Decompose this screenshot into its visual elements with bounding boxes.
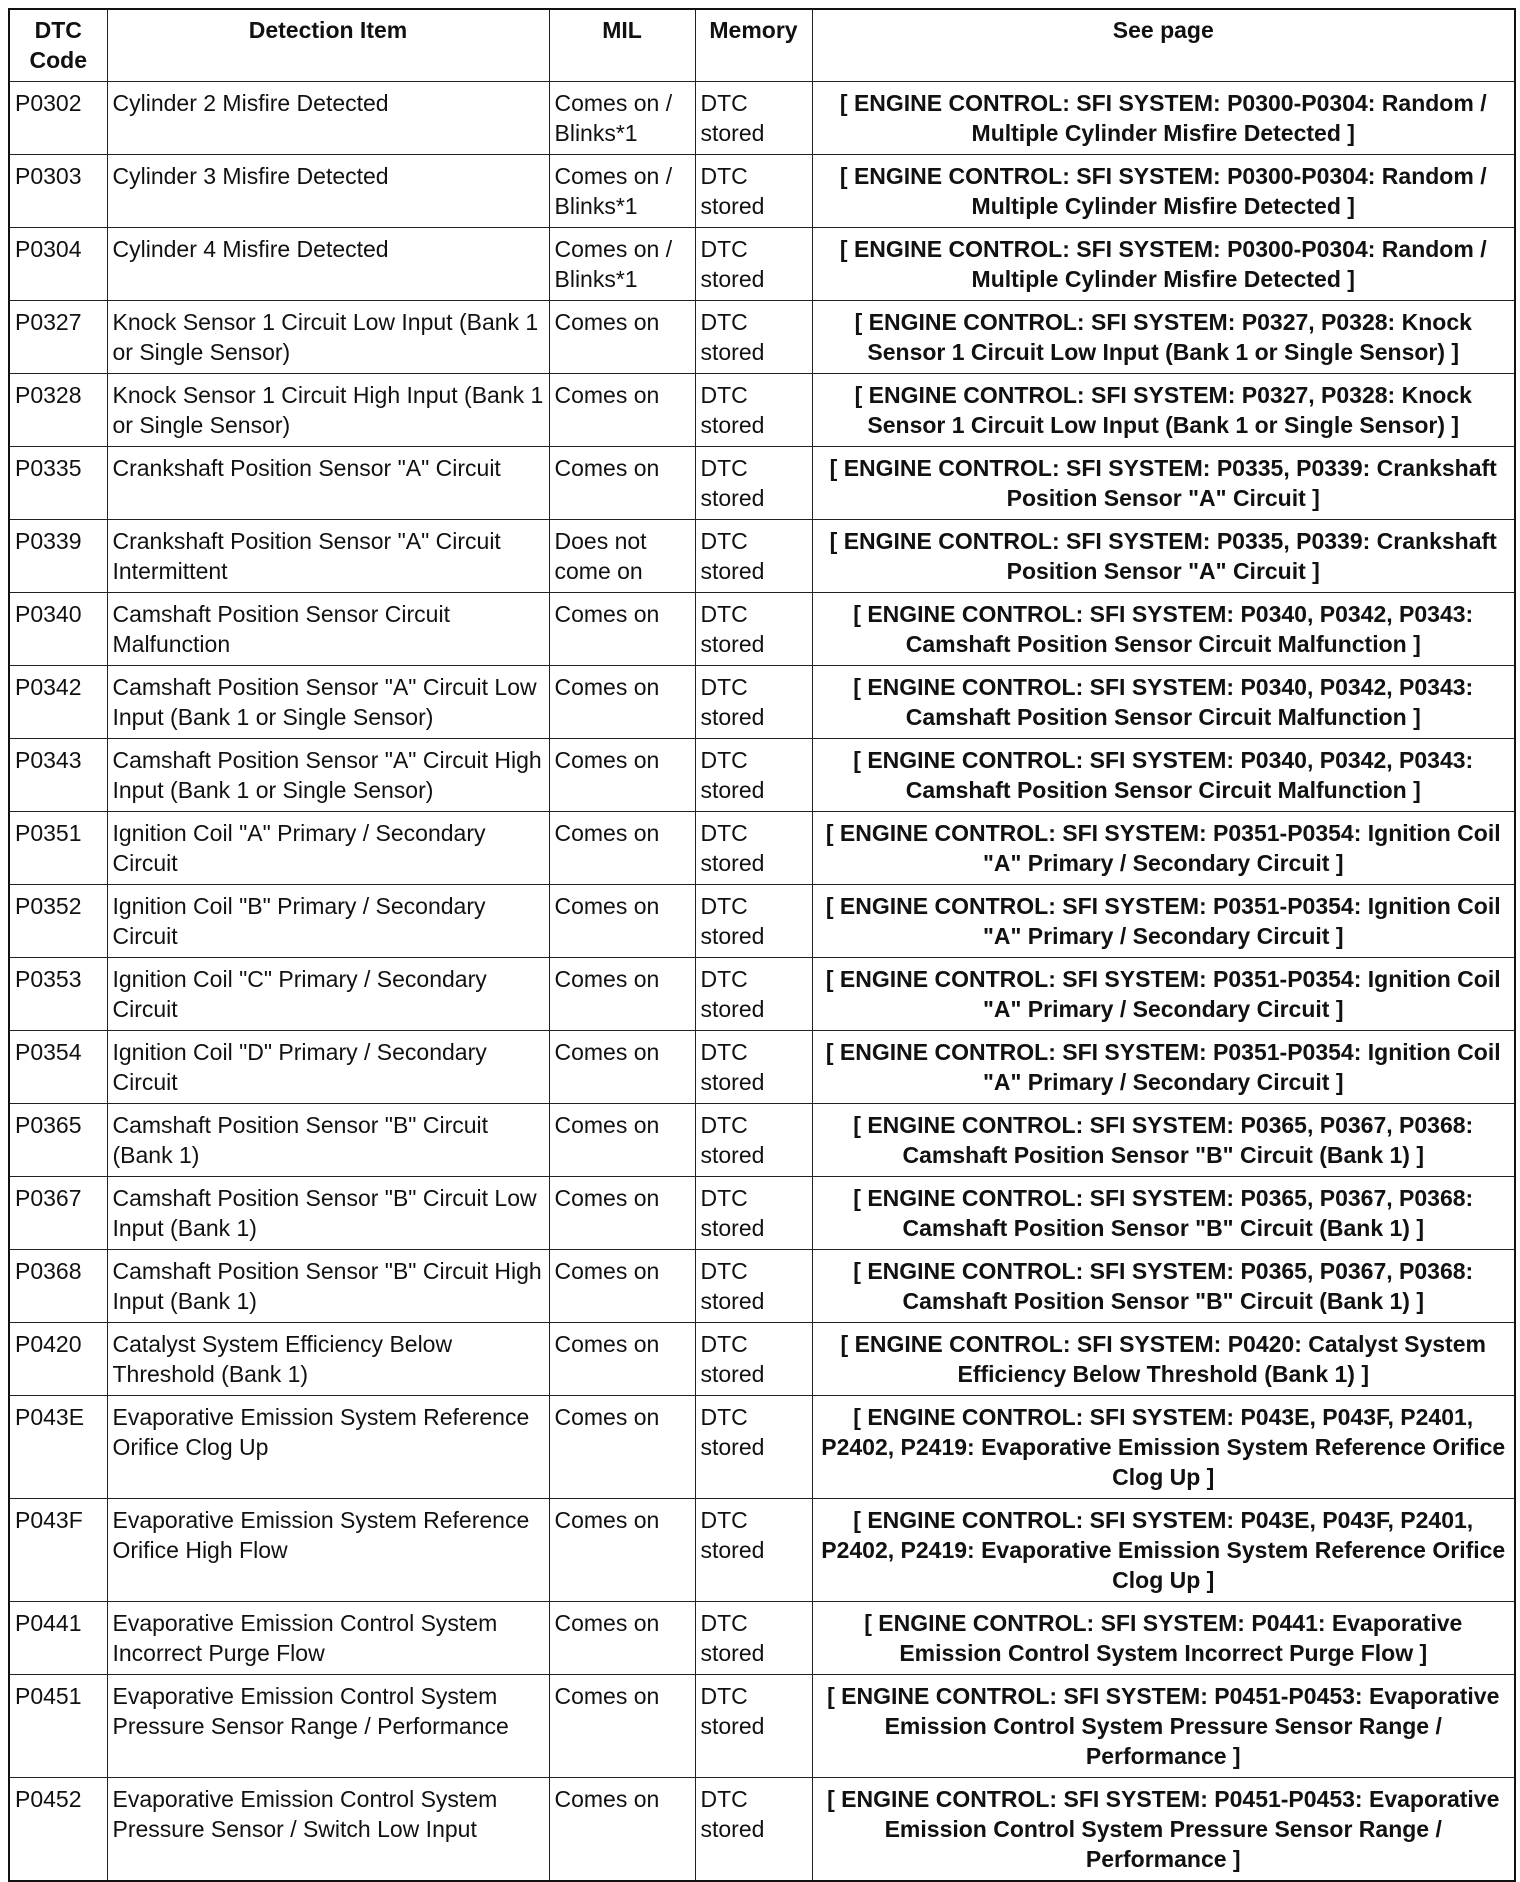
mil-cell xyxy=(549,1104,695,1177)
memory-line-1: DTC xyxy=(700,1507,748,1533)
detection-item-cell: Evaporative Emission Control System Pressure Sensor Range / Performance xyxy=(107,1675,549,1778)
dtc-code-cell: P0352 xyxy=(9,885,107,958)
memory-line-1: DTC xyxy=(700,747,748,773)
mil-line-1: Comes on xyxy=(554,309,660,335)
header-memory: Memory xyxy=(695,9,812,82)
table-row xyxy=(9,1250,1515,1323)
dtc-code-cell: P0302 xyxy=(9,82,107,155)
mil-cell xyxy=(549,374,695,447)
memory-cell xyxy=(695,520,812,593)
header-mil: MIL xyxy=(549,9,695,82)
mil-line-1: Comes on xyxy=(554,820,660,846)
see-page-link[interactable]: [ ENGINE CONTROL: SFI SYSTEM: P0365, P0367, P0368: Camshaft Position Sensor "B" Circuit (Bank 1) ] xyxy=(812,1250,1515,1323)
see-page-link[interactable]: [ ENGINE CONTROL: SFI SYSTEM: P0351-P0354: Ignition Coil "A" Primary / Secondary Circuit ] xyxy=(812,812,1515,885)
memory-line-1: DTC xyxy=(700,309,748,335)
memory-cell xyxy=(695,1602,812,1675)
table-row xyxy=(9,812,1515,885)
memory-line-1: DTC xyxy=(700,236,748,262)
mil-line-1: Comes on xyxy=(554,1039,660,1065)
memory-line-1: DTC xyxy=(700,893,748,919)
dtc-code-cell: P0351 xyxy=(9,812,107,885)
memory-line-1: DTC xyxy=(700,966,748,992)
see-page-link[interactable]: [ ENGINE CONTROL: SFI SYSTEM: P0327, P0328: Knock Sensor 1 Circuit Low Input (Bank 1 or Single Sensor) ] xyxy=(812,301,1515,374)
memory-line-2: stored xyxy=(700,631,765,657)
table-row xyxy=(9,1177,1515,1250)
memory-cell xyxy=(695,228,812,301)
dtc-code-cell: P043F xyxy=(9,1499,107,1602)
detection-item-cell: Cylinder 4 Misfire Detected xyxy=(107,228,549,301)
detection-item-cell: Evaporative Emission System Reference Orifice High Flow xyxy=(107,1499,549,1602)
see-page-link[interactable]: [ ENGINE CONTROL: SFI SYSTEM: P0351-P0354: Ignition Coil "A" Primary / Secondary Circuit ] xyxy=(812,958,1515,1031)
see-page-link[interactable]: [ ENGINE CONTROL: SFI SYSTEM: P0300-P0304: Random / Multiple Cylinder Misfire Detected ] xyxy=(812,155,1515,228)
mil-cell xyxy=(549,958,695,1031)
mil-cell xyxy=(549,1778,695,1882)
memory-line-2: stored xyxy=(700,777,765,803)
mil-cell xyxy=(549,1499,695,1602)
memory-line-2: stored xyxy=(700,1288,765,1314)
table-row xyxy=(9,1675,1515,1778)
detection-item-cell: Evaporative Emission Control System Incorrect Purge Flow xyxy=(107,1602,549,1675)
mil-line-1: Comes on xyxy=(554,893,660,919)
memory-line-2: stored xyxy=(700,412,765,438)
memory-line-1: DTC xyxy=(700,455,748,481)
header-dtc-code-line1: DTC xyxy=(34,17,82,43)
memory-line-2: stored xyxy=(700,1215,765,1241)
mil-line-1: Comes on xyxy=(554,1404,660,1430)
detection-item-cell: Camshaft Position Sensor "B" Circuit Low Input (Bank 1) xyxy=(107,1177,549,1250)
table-body xyxy=(9,82,1515,1882)
detection-item-cell: Ignition Coil "D" Primary / Secondary Circuit xyxy=(107,1031,549,1104)
memory-line-1: DTC xyxy=(700,90,748,116)
dtc-code-cell: P0451 xyxy=(9,1675,107,1778)
see-page-link[interactable]: [ ENGINE CONTROL: SFI SYSTEM: P0351-P0354: Ignition Coil "A" Primary / Secondary Circuit ] xyxy=(812,1031,1515,1104)
mil-cell xyxy=(549,228,695,301)
table-row xyxy=(9,666,1515,739)
memory-cell xyxy=(695,1031,812,1104)
see-page-link[interactable]: [ ENGINE CONTROL: SFI SYSTEM: P043E, P043F, P2401, P2402, P2419: Evaporative Emission System Reference Orifice Clog Up ] xyxy=(812,1396,1515,1499)
memory-line-1: DTC xyxy=(700,1404,748,1430)
memory-line-2: stored xyxy=(700,1069,765,1095)
table-row xyxy=(9,593,1515,666)
detection-item-cell: Evaporative Emission System Reference Orifice Clog Up xyxy=(107,1396,549,1499)
memory-line-2: stored xyxy=(700,1142,765,1168)
mil-cell xyxy=(549,82,695,155)
mil-line-2: come on xyxy=(554,558,643,584)
mil-cell xyxy=(549,447,695,520)
mil-cell xyxy=(549,1250,695,1323)
memory-cell xyxy=(695,1250,812,1323)
memory-line-1: DTC xyxy=(700,1112,748,1138)
see-page-link[interactable]: [ ENGINE CONTROL: SFI SYSTEM: P0365, P0367, P0368: Camshaft Position Sensor "B" Circuit (Bank 1) ] xyxy=(812,1104,1515,1177)
mil-line-1: Comes on / xyxy=(554,90,673,116)
memory-cell xyxy=(695,593,812,666)
table-row xyxy=(9,374,1515,447)
mil-line-1: Comes on xyxy=(554,1112,660,1138)
mil-line-1: Comes on / xyxy=(554,236,673,262)
mil-cell xyxy=(549,155,695,228)
memory-cell xyxy=(695,155,812,228)
detection-item-cell: Ignition Coil "A" Primary / Secondary Circuit xyxy=(107,812,549,885)
dtc-code-cell: P0304 xyxy=(9,228,107,301)
memory-cell xyxy=(695,812,812,885)
memory-line-2: stored xyxy=(700,339,765,365)
dtc-code-cell: P0343 xyxy=(9,739,107,812)
memory-line-2: stored xyxy=(700,1537,765,1563)
mil-line-1: Comes on xyxy=(554,966,660,992)
mil-cell xyxy=(549,1675,695,1778)
memory-line-1: DTC xyxy=(700,1786,748,1812)
memory-line-1: DTC xyxy=(700,1683,748,1709)
header-see-page: See page xyxy=(812,9,1515,82)
memory-line-1: DTC xyxy=(700,820,748,846)
memory-cell xyxy=(695,1323,812,1396)
mil-cell xyxy=(549,1602,695,1675)
dtc-code-cell: P0365 xyxy=(9,1104,107,1177)
table-row xyxy=(9,1323,1515,1396)
mil-cell xyxy=(549,812,695,885)
detection-item-cell: Ignition Coil "B" Primary / Secondary Circuit xyxy=(107,885,549,958)
table-row xyxy=(9,1778,1515,1882)
dtc-code-cell: P0303 xyxy=(9,155,107,228)
detection-item-cell: Catalyst System Efficiency Below Threshold (Bank 1) xyxy=(107,1323,549,1396)
see-page-link[interactable]: [ ENGINE CONTROL: SFI SYSTEM: P0327, P0328: Knock Sensor 1 Circuit Low Input (Bank 1 or Single Sensor) ] xyxy=(812,374,1515,447)
dtc-code-cell: P0327 xyxy=(9,301,107,374)
dtc-code-cell: P0441 xyxy=(9,1602,107,1675)
dtc-code-cell: P0368 xyxy=(9,1250,107,1323)
see-page-link[interactable]: [ ENGINE CONTROL: SFI SYSTEM: P0420: Catalyst System Efficiency Below Threshold (Bank 1) ] xyxy=(812,1323,1515,1396)
mil-line-2: Blinks*1 xyxy=(554,266,638,292)
mil-cell xyxy=(549,666,695,739)
detection-item-cell: Cylinder 2 Misfire Detected xyxy=(107,82,549,155)
mil-line-1: Comes on xyxy=(554,601,660,627)
memory-cell xyxy=(695,1778,812,1882)
memory-line-1: DTC xyxy=(700,528,748,554)
table-row xyxy=(9,1396,1515,1499)
memory-cell xyxy=(695,1499,812,1602)
dtc-code-cell: P0420 xyxy=(9,1323,107,1396)
see-page-link[interactable]: [ ENGINE CONTROL: SFI SYSTEM: P0351-P0354: Ignition Coil "A" Primary / Secondary Circuit ] xyxy=(812,885,1515,958)
dtc-code-cell: P0354 xyxy=(9,1031,107,1104)
see-page-link[interactable]: [ ENGINE CONTROL: SFI SYSTEM: P0451-P0453: Evaporative Emission Control System Pressure Sensor Range / Performance ] xyxy=(812,1675,1515,1778)
mil-line-2: Blinks*1 xyxy=(554,120,638,146)
table-row xyxy=(9,958,1515,1031)
mil-line-1: Comes on xyxy=(554,1185,660,1211)
see-page-link[interactable]: [ ENGINE CONTROL: SFI SYSTEM: P0340, P0342, P0343: Camshaft Position Sensor Circuit Malfunction ] xyxy=(812,739,1515,812)
mil-cell xyxy=(549,301,695,374)
memory-cell xyxy=(695,739,812,812)
mil-line-1: Does not xyxy=(554,528,647,554)
memory-cell xyxy=(695,301,812,374)
table-row xyxy=(9,82,1515,155)
see-page-link[interactable]: [ ENGINE CONTROL: SFI SYSTEM: P0300-P0304: Random / Multiple Cylinder Misfire Detected ] xyxy=(812,228,1515,301)
dtc-code-cell: P0452 xyxy=(9,1778,107,1882)
memory-line-1: DTC xyxy=(700,1039,748,1065)
table-row xyxy=(9,885,1515,958)
detection-item-cell: Evaporative Emission Control System Pressure Sensor / Switch Low Input xyxy=(107,1778,549,1882)
memory-line-1: DTC xyxy=(700,163,748,189)
detection-item-cell: Camshaft Position Sensor "B" Circuit High Input (Bank 1) xyxy=(107,1250,549,1323)
memory-line-2: stored xyxy=(700,996,765,1022)
memory-line-1: DTC xyxy=(700,601,748,627)
mil-cell xyxy=(549,520,695,593)
dtc-code-cell: P043E xyxy=(9,1396,107,1499)
table-row xyxy=(9,1499,1515,1602)
mil-cell xyxy=(549,1177,695,1250)
memory-line-2: stored xyxy=(700,850,765,876)
dtc-code-cell: P0342 xyxy=(9,666,107,739)
mil-line-1: Comes on xyxy=(554,1331,660,1357)
detection-item-cell: Camshaft Position Sensor "B" Circuit (Bank 1) xyxy=(107,1104,549,1177)
mil-line-1: Comes on xyxy=(554,455,660,481)
table-row xyxy=(9,739,1515,812)
table-row xyxy=(9,228,1515,301)
detection-item-cell: Crankshaft Position Sensor "A" Circuit Intermittent xyxy=(107,520,549,593)
mil-cell xyxy=(549,1396,695,1499)
mil-line-1: Comes on xyxy=(554,747,660,773)
memory-cell xyxy=(695,666,812,739)
see-page-link[interactable]: [ ENGINE CONTROL: SFI SYSTEM: P0451-P0453: Evaporative Emission Control System Pressure Sensor Range / Performance ] xyxy=(812,1778,1515,1882)
see-page-link[interactable]: [ ENGINE CONTROL: SFI SYSTEM: P0335, P0339: Crankshaft Position Sensor "A" Circuit ] xyxy=(812,520,1515,593)
table-row xyxy=(9,1031,1515,1104)
dtc-code-cell: P0339 xyxy=(9,520,107,593)
mil-cell xyxy=(549,1031,695,1104)
memory-line-2: stored xyxy=(700,485,765,511)
detection-item-cell: Camshaft Position Sensor Circuit Malfunction xyxy=(107,593,549,666)
see-page-link[interactable]: [ ENGINE CONTROL: SFI SYSTEM: P0340, P0342, P0343: Camshaft Position Sensor Circuit Malfunction ] xyxy=(812,593,1515,666)
mil-cell xyxy=(549,885,695,958)
see-page-link[interactable]: [ ENGINE CONTROL: SFI SYSTEM: P0300-P0304: Random / Multiple Cylinder Misfire Detected ] xyxy=(812,82,1515,155)
memory-line-2: stored xyxy=(700,1361,765,1387)
mil-line-1: Comes on xyxy=(554,1683,660,1709)
memory-line-1: DTC xyxy=(700,1610,748,1636)
memory-line-1: DTC xyxy=(700,1185,748,1211)
table-row xyxy=(9,520,1515,593)
mil-line-1: Comes on xyxy=(554,382,660,408)
memory-cell xyxy=(695,1104,812,1177)
memory-cell xyxy=(695,1177,812,1250)
detection-item-cell: Knock Sensor 1 Circuit High Input (Bank 1 or Single Sensor) xyxy=(107,374,549,447)
mil-line-1: Comes on xyxy=(554,1610,660,1636)
detection-item-cell: Camshaft Position Sensor "A" Circuit High Input (Bank 1 or Single Sensor) xyxy=(107,739,549,812)
memory-cell xyxy=(695,1396,812,1499)
see-page-link[interactable]: [ ENGINE CONTROL: SFI SYSTEM: P0335, P0339: Crankshaft Position Sensor "A" Circuit ] xyxy=(812,447,1515,520)
detection-item-cell: Ignition Coil "C" Primary / Secondary Circuit xyxy=(107,958,549,1031)
mil-line-1: Comes on / xyxy=(554,163,673,189)
memory-line-1: DTC xyxy=(700,1258,748,1284)
table-row xyxy=(9,301,1515,374)
mil-cell xyxy=(549,1323,695,1396)
header-dtc-code xyxy=(9,9,107,82)
memory-line-2: stored xyxy=(700,1434,765,1460)
memory-cell xyxy=(695,885,812,958)
memory-line-1: DTC xyxy=(700,1331,748,1357)
memory-cell xyxy=(695,374,812,447)
see-page-link[interactable]: [ ENGINE CONTROL: SFI SYSTEM: P0340, P0342, P0343: Camshaft Position Sensor Circuit Malfunction ] xyxy=(812,666,1515,739)
memory-cell xyxy=(695,82,812,155)
detection-item-cell: Crankshaft Position Sensor "A" Circuit xyxy=(107,447,549,520)
memory-line-2: stored xyxy=(700,558,765,584)
memory-line-2: stored xyxy=(700,704,765,730)
dtc-code-cell: P0353 xyxy=(9,958,107,1031)
table-row xyxy=(9,1104,1515,1177)
memory-cell xyxy=(695,1675,812,1778)
memory-line-2: stored xyxy=(700,120,765,146)
table-row xyxy=(9,155,1515,228)
mil-line-1: Comes on xyxy=(554,674,660,700)
see-page-link[interactable]: [ ENGINE CONTROL: SFI SYSTEM: P0441: Evaporative Emission Control System Incorrect Purge Flow ] xyxy=(812,1602,1515,1675)
header-row xyxy=(9,9,1515,82)
mil-line-1: Comes on xyxy=(554,1258,660,1284)
header-detection-item: Detection Item xyxy=(107,9,549,82)
see-page-link[interactable]: [ ENGINE CONTROL: SFI SYSTEM: P043E, P043F, P2401, P2402, P2419: Evaporative Emission System Reference Orifice Clog Up ] xyxy=(812,1499,1515,1602)
dtc-code-cell: P0328 xyxy=(9,374,107,447)
detection-item-cell: Knock Sensor 1 Circuit Low Input (Bank 1 or Single Sensor) xyxy=(107,301,549,374)
mil-line-2: Blinks*1 xyxy=(554,193,638,219)
dtc-table xyxy=(8,8,1516,1882)
memory-line-1: DTC xyxy=(700,674,748,700)
memory-line-1: DTC xyxy=(700,382,748,408)
memory-line-2: stored xyxy=(700,193,765,219)
mil-cell xyxy=(549,593,695,666)
memory-cell xyxy=(695,958,812,1031)
mil-line-1: Comes on xyxy=(554,1786,660,1812)
table-row xyxy=(9,447,1515,520)
dtc-code-cell: P0367 xyxy=(9,1177,107,1250)
memory-line-2: stored xyxy=(700,923,765,949)
memory-line-2: stored xyxy=(700,1816,765,1842)
see-page-link[interactable]: [ ENGINE CONTROL: SFI SYSTEM: P0365, P0367, P0368: Camshaft Position Sensor "B" Circuit (Bank 1) ] xyxy=(812,1177,1515,1250)
detection-item-cell: Cylinder 3 Misfire Detected xyxy=(107,155,549,228)
memory-line-2: stored xyxy=(700,1640,765,1666)
dtc-code-cell: P0335 xyxy=(9,447,107,520)
memory-cell xyxy=(695,447,812,520)
mil-line-1: Comes on xyxy=(554,1507,660,1533)
header-dtc-code-line2: Code xyxy=(29,47,87,73)
dtc-code-cell: P0340 xyxy=(9,593,107,666)
memory-line-2: stored xyxy=(700,266,765,292)
mil-cell xyxy=(549,739,695,812)
table-row xyxy=(9,1602,1515,1675)
memory-line-2: stored xyxy=(700,1713,765,1739)
detection-item-cell: Camshaft Position Sensor "A" Circuit Low Input (Bank 1 or Single Sensor) xyxy=(107,666,549,739)
